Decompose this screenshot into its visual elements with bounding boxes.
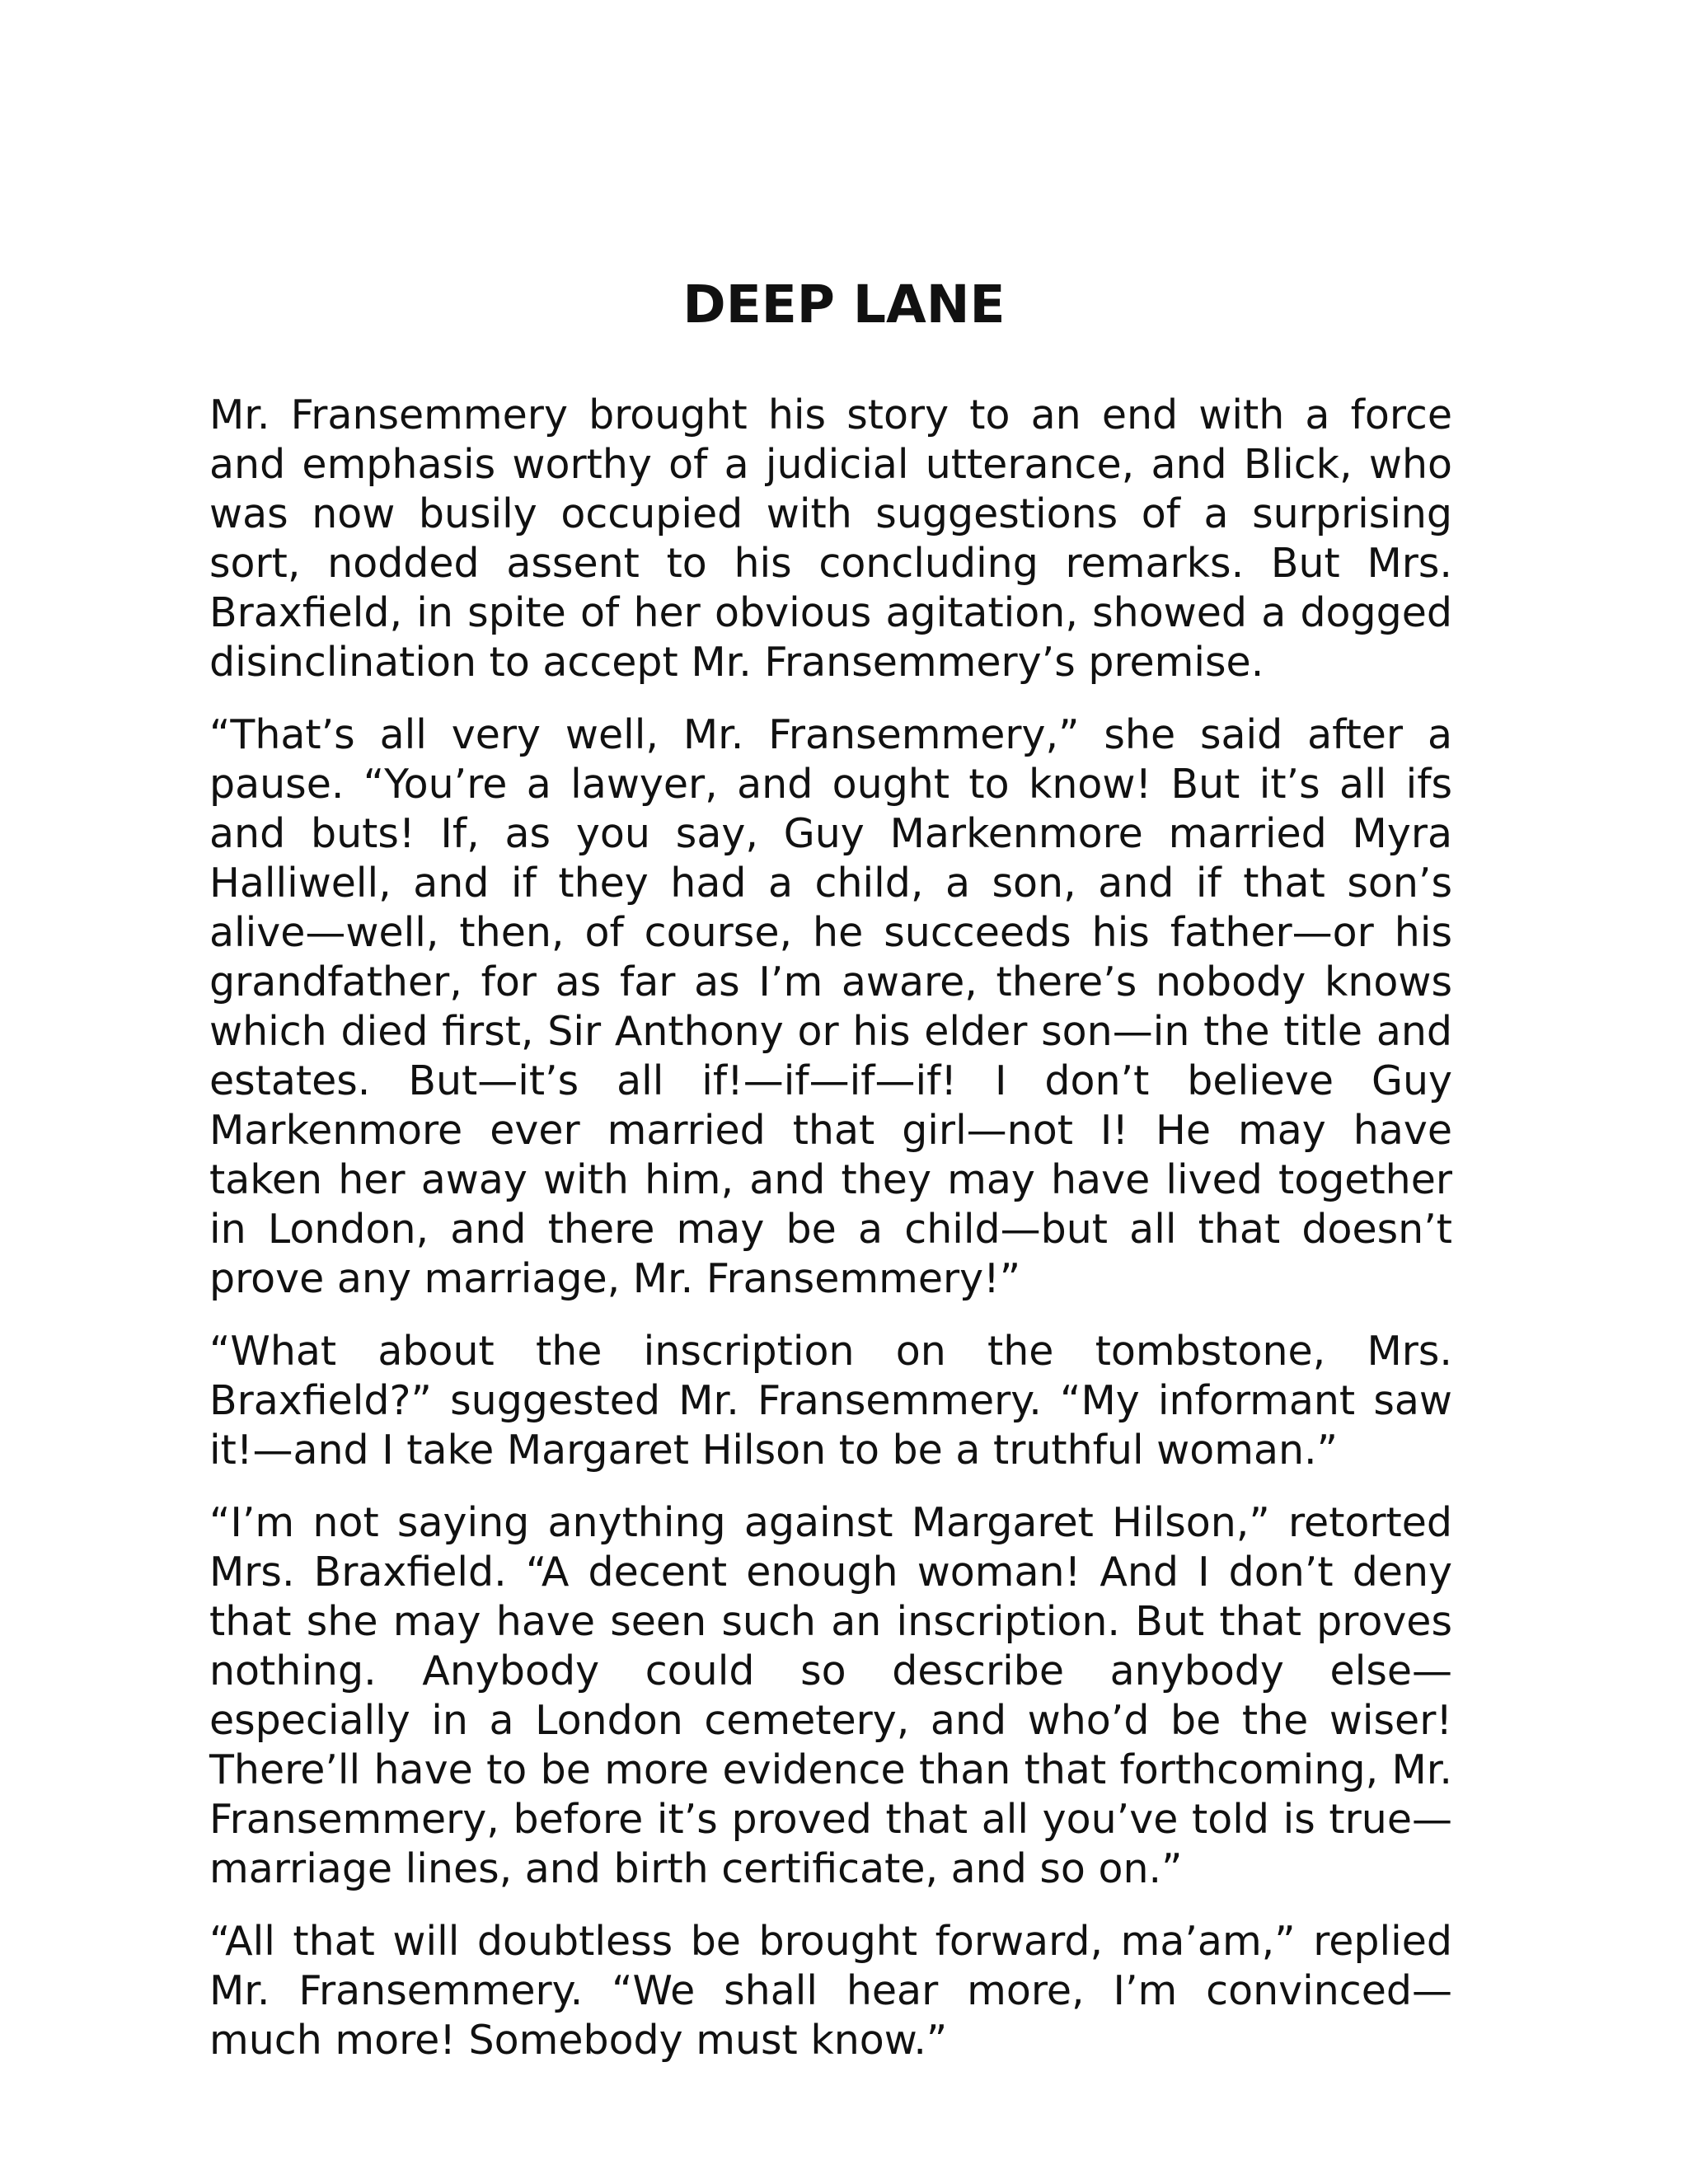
- chapter-body: [209, 391, 1452, 2088]
- paragraph: Mr. Fransemmery brought his story to an end with a force and emphasis worthy of a judicial utterance, and Blick, who was now busily occupied with suggestions of a surprising sort, nodded assent to his concluding remarks. But Mrs. Braxfield, in spite of her obvious agitation, showed a dogged disinclination to accept Mr. Fransemmery’s premise.: [209, 391, 1452, 686]
- paragraph: “That’s all very well, Mr. Fransemmery,” she said after a pause. “You’re a lawyer, and ought to know! But it’s all ifs and buts! If, as you say, Guy Markenmore married Myra Halliwell, and if they had a child, a son, and if that son’s alive—well, then, of course, he succeeds his father—or his grandfather, for as far as I’m aware, there’s nobody knows which died first, Sir Anthony or his elder son—in the title and estates. But—it’s all if!—if—if—if! I don’t believe Guy Markenmore ever married that girl—not I! He may have taken her away with him, and they may have lived together in London, and there may be a child—but all that doesn’t prove any marriage, Mr. Fransemmery!”: [209, 711, 1452, 1302]
- paragraph: “I’m not saying anything against Margaret Hilson,” retorted Mrs. Braxfield. “A decent enough woman! And I don’t deny that she may have seen such an inscription. But that proves nothing. Anybody could so describe anybody else—especially in a London cemetery, and who’d be the wiser! There’ll have to be more evidence than that forthcoming, Mr. Fransemmery, before it’s proved that all you’ve told is true—marriage lines, and birth certificate, and so on.”: [209, 1499, 1452, 1892]
- paragraph: “What about the inscription on the tombstone, Mrs. Braxfield?” suggested Mr. Fransemmery. “My informant saw it!—and I take Margaret Hilson to be a truthful woman.”: [209, 1328, 1452, 1474]
- paragraph: “All that will doubtless be brought forward, ma’am,” replied Mr. Fransemmery. “We shall hear more, I’m convinced—much more! Somebody must know.”: [209, 1918, 1452, 2064]
- chapter-title: DEEP LANE: [682, 274, 1006, 335]
